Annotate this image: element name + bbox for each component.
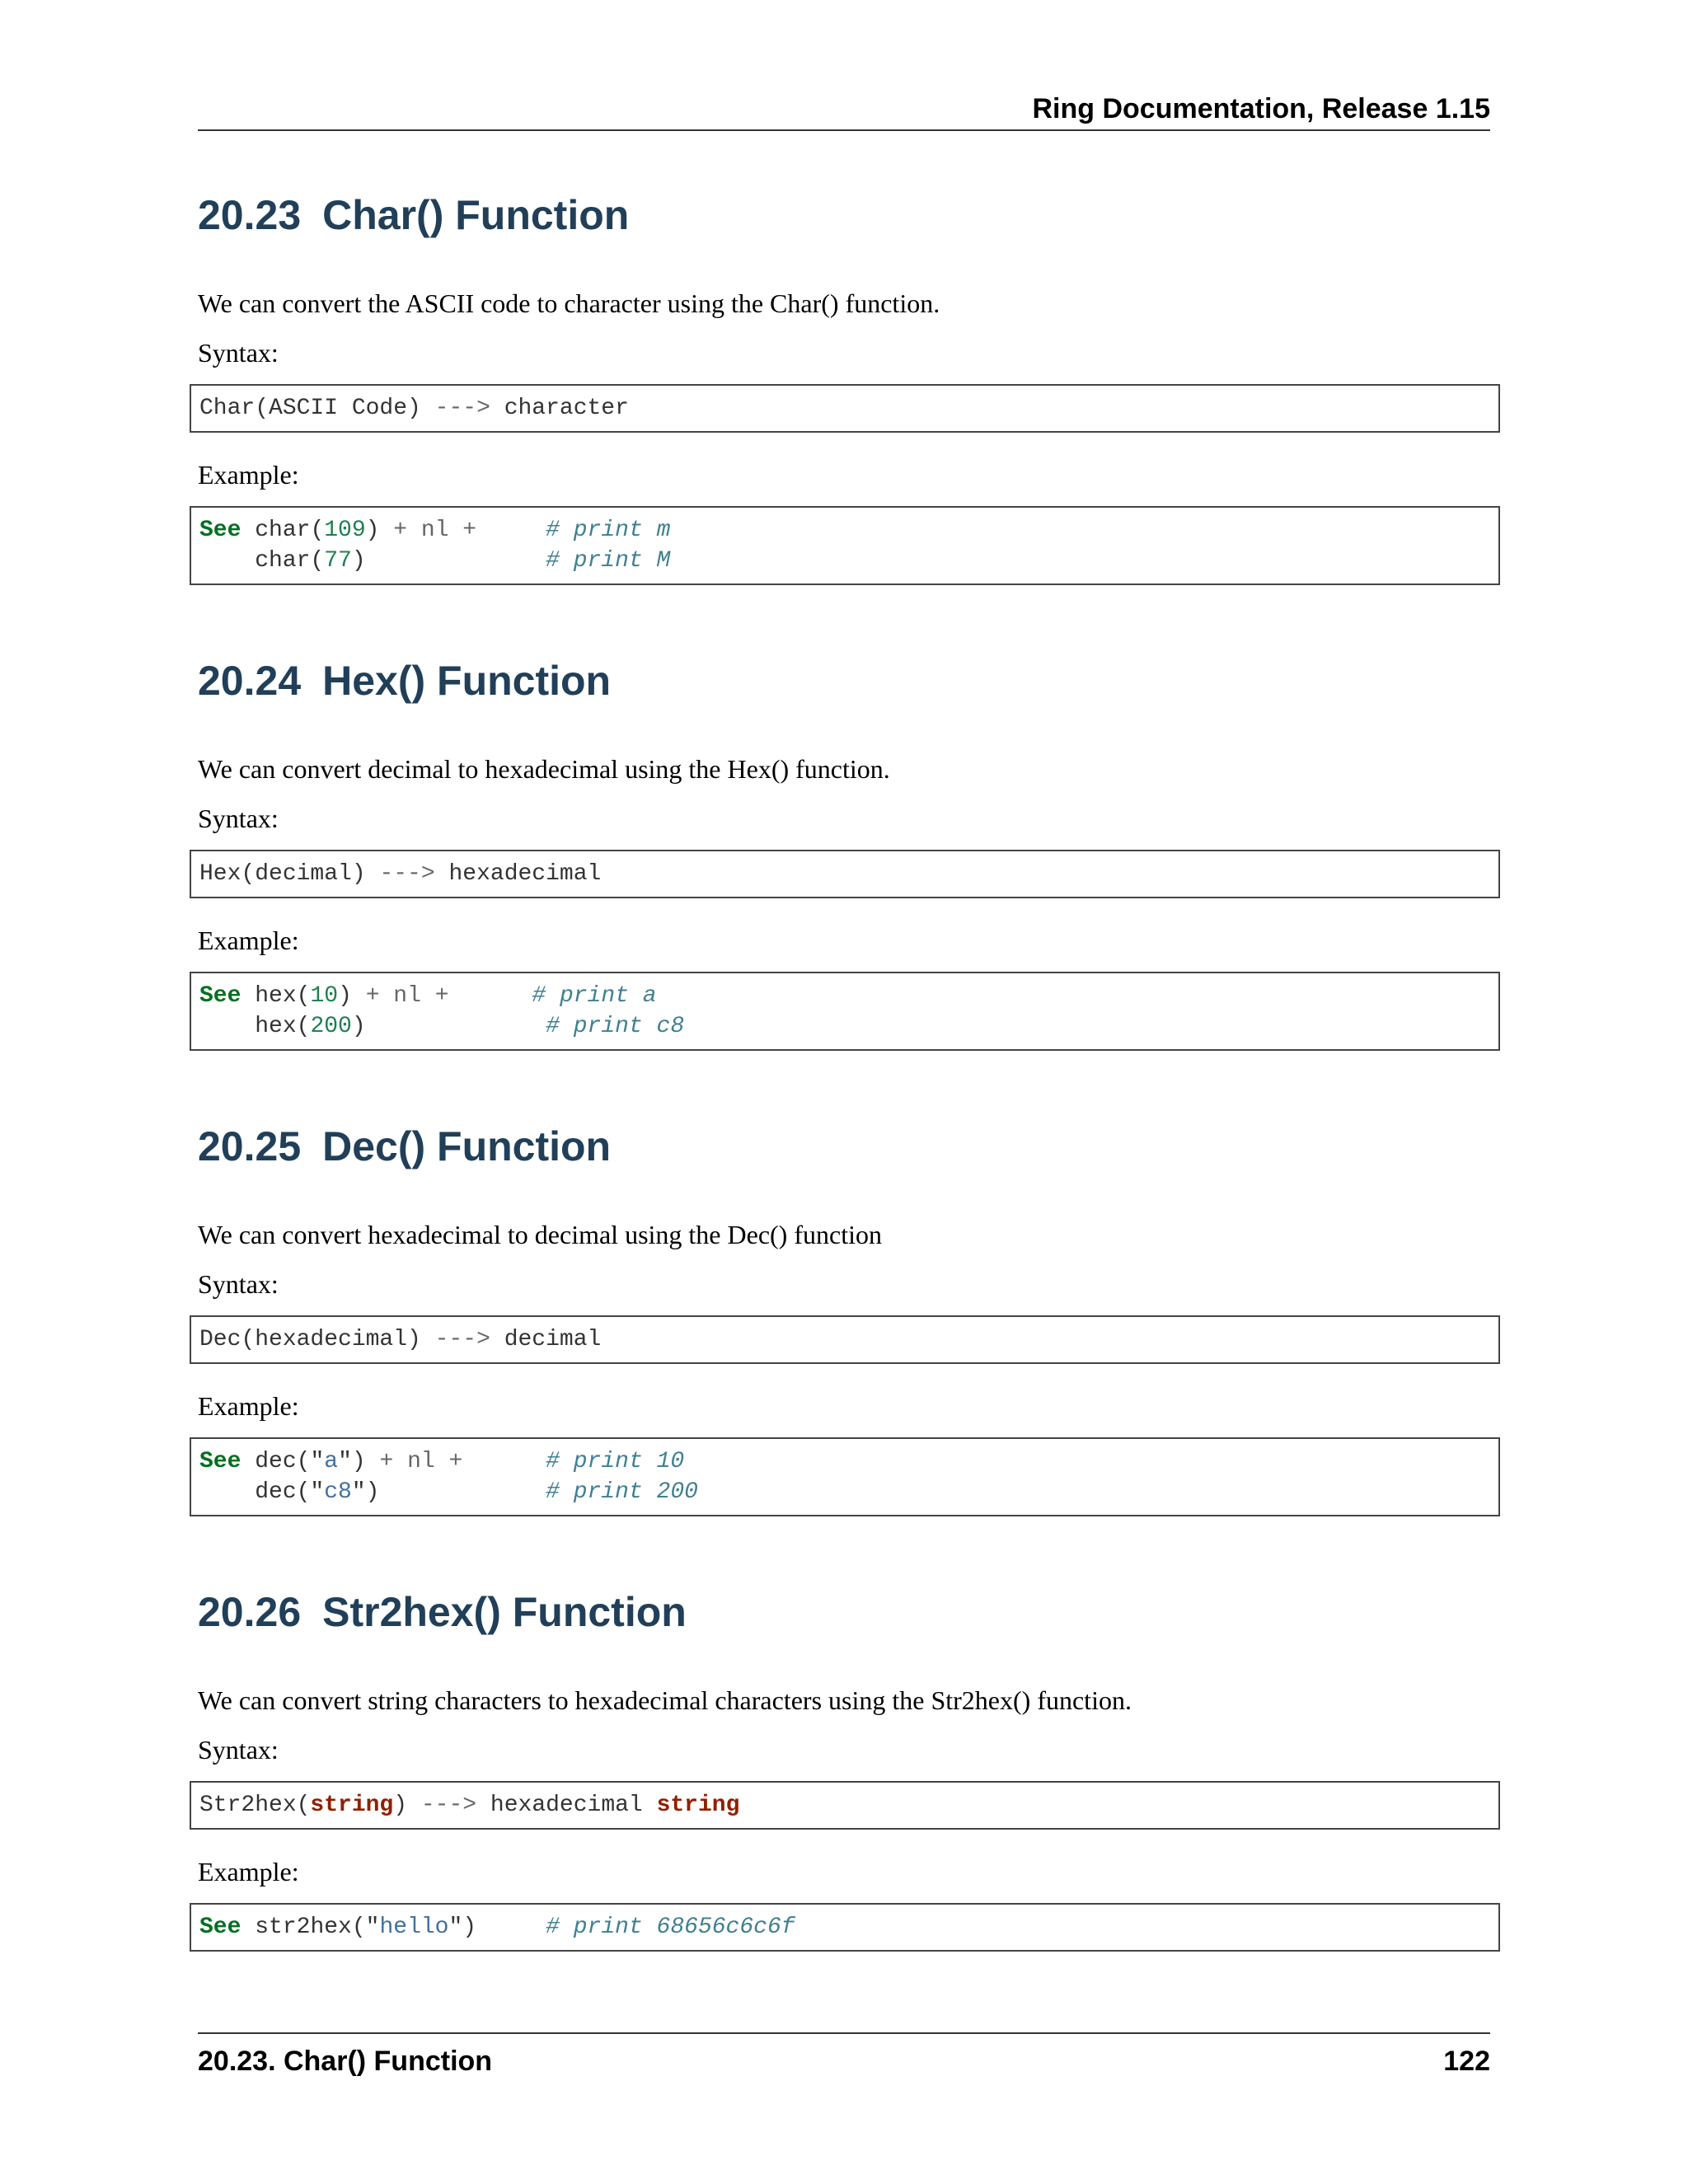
code-line: Dec(hexadecimal) ---> decimal xyxy=(199,1327,602,1352)
code-line: hex(200) # print c8 xyxy=(255,1014,685,1039)
syntax-label: Syntax: xyxy=(198,1735,279,1765)
header-title: Ring Documentation, Release 1.15 xyxy=(1032,93,1490,124)
syntax-label: Syntax: xyxy=(198,1269,279,1299)
code-line: Str2hex(string) ---> hexadecimal string xyxy=(199,1793,740,1818)
section-title: Str2hex() Function xyxy=(322,1589,687,1635)
code-line: Hex(decimal) ---> hexadecimal xyxy=(199,861,602,887)
section-heading xyxy=(198,1122,611,1170)
example-label: Example: xyxy=(198,1857,299,1886)
example-code-block xyxy=(190,1903,1500,1952)
code-line: See hex(10) + nl + # print a xyxy=(199,983,657,1009)
intro-text: We can convert hexadecimal to decimal using the Dec() function xyxy=(198,1220,882,1249)
section-title: Char() Function xyxy=(322,192,630,238)
header-rule xyxy=(198,129,1490,131)
section-heading xyxy=(198,1588,687,1636)
intro-text: We can convert decimal to hexadecimal using the Hex() function. xyxy=(198,754,890,784)
example-label: Example: xyxy=(198,926,299,955)
section-number: 20.23 xyxy=(198,192,302,238)
example-code-block xyxy=(190,506,1500,585)
code-line: char(77) # print M xyxy=(255,548,671,574)
intro-text: We can convert string characters to hexadecimal characters using the Str2hex() function. xyxy=(198,1685,1132,1715)
section-heading xyxy=(198,657,611,705)
code-line: See dec("a") + nl + # print 10 xyxy=(199,1449,685,1474)
syntax-code-block xyxy=(190,1315,1500,1364)
syntax-code-block xyxy=(190,384,1500,433)
example-code-block xyxy=(190,972,1500,1051)
syntax-label: Syntax: xyxy=(198,804,279,833)
syntax-code-block xyxy=(190,1781,1500,1830)
section-title: Hex() Function xyxy=(322,658,612,704)
section-number: 20.24 xyxy=(198,658,302,704)
code-line: dec("c8") # print 200 xyxy=(255,1479,698,1505)
code-line: See str2hex("hello") # print 68656c6c6f xyxy=(199,1915,795,1940)
syntax-label: Syntax: xyxy=(198,338,279,368)
section-number: 20.25 xyxy=(198,1123,302,1169)
footer-section-title: 20.23. Char() Function xyxy=(198,2046,493,2077)
code-line: Char(ASCII Code) ---> character xyxy=(199,396,629,421)
section-number: 20.26 xyxy=(198,1589,302,1635)
footer-rule xyxy=(198,2032,1490,2034)
intro-text: We can convert the ASCII code to character using the Char() function. xyxy=(198,288,940,318)
syntax-code-block xyxy=(190,850,1500,898)
code-line: See char(109) + nl + # print m xyxy=(199,518,671,543)
section-title: Dec() Function xyxy=(322,1123,612,1169)
section-heading xyxy=(198,191,629,239)
footer-page-number: 122 xyxy=(1443,2046,1490,2077)
example-code-block xyxy=(190,1437,1500,1516)
example-label: Example: xyxy=(198,460,299,490)
example-label: Example: xyxy=(198,1391,299,1421)
